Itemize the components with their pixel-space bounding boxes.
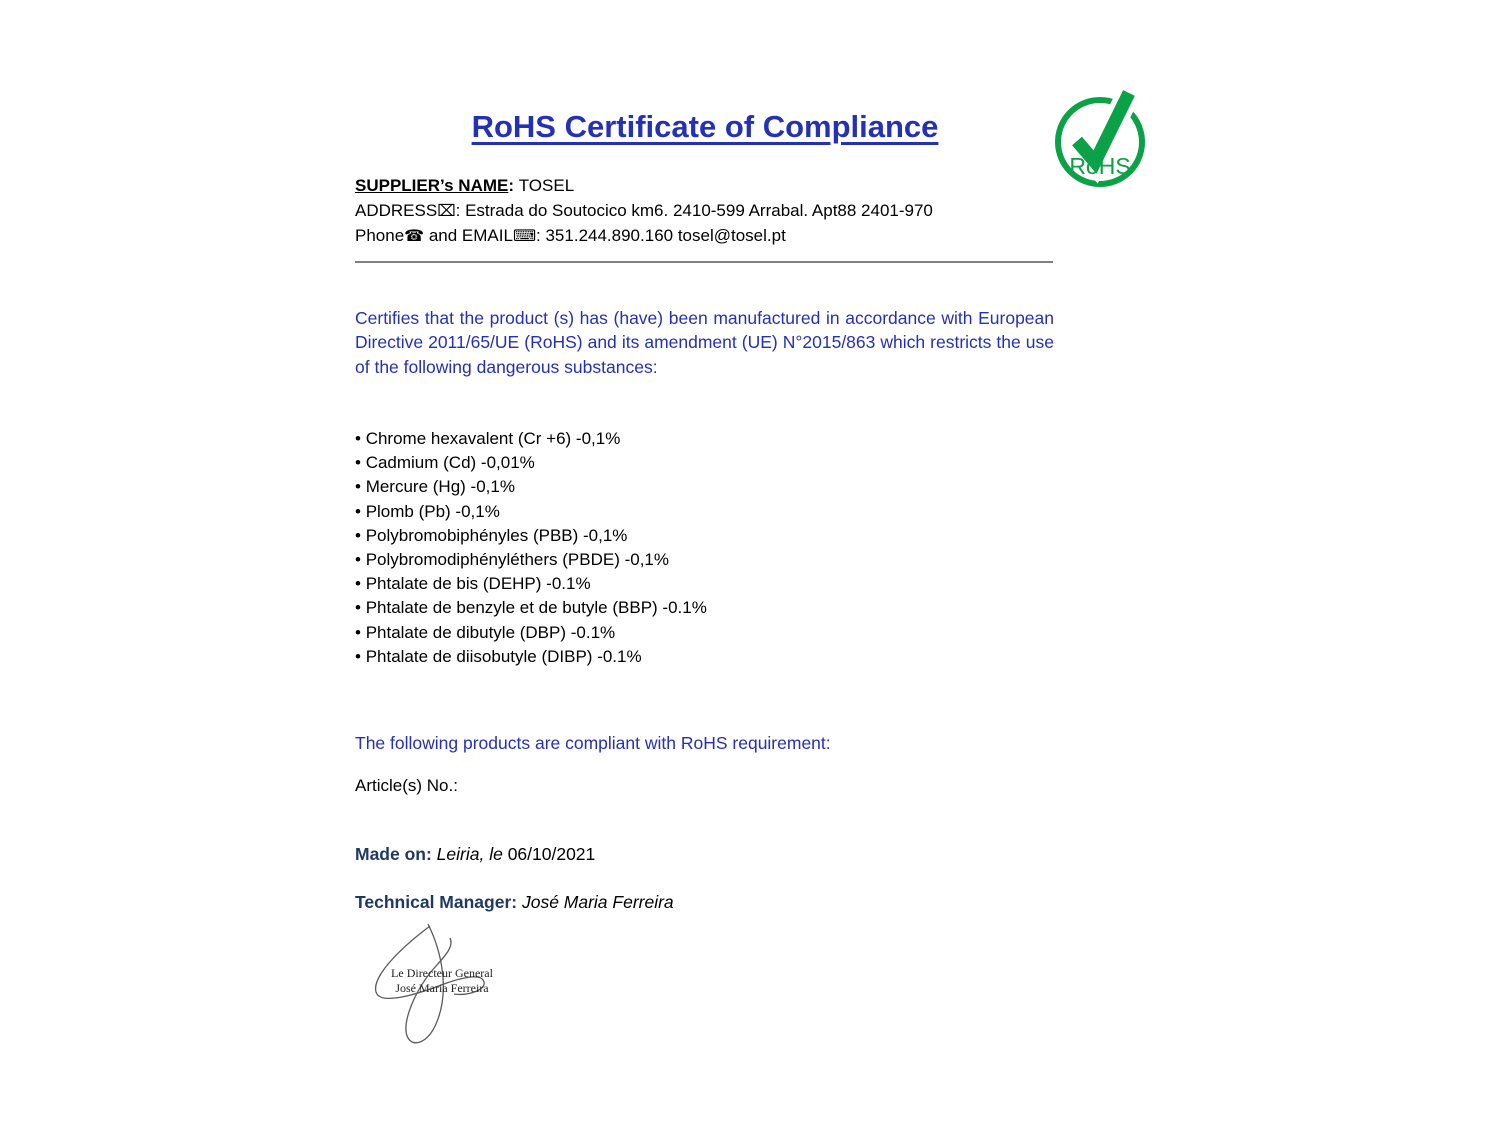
- address-value: : Estrada do Soutocico km6. 2410-599 Arrabal. Apt88 2401-970: [455, 200, 933, 220]
- articles-label: Article(s) No.:: [355, 776, 458, 795]
- certification-paragraph: Certifies that the product (s) has (have) been manufactured in accordance with European Directive 2011/65/UE (RoHS) and its amendment (UE) N°2015/863 which restricts the use of the following dangerous substances:: [355, 308, 1054, 377]
- technical-manager-label: Technical Manager:: [355, 892, 518, 912]
- substance-item: • Phtalate de dibutyle (DBP) -0.1%: [355, 621, 1055, 645]
- horizontal-divider: [355, 261, 1053, 263]
- rohs-logo-label: RoHS: [1069, 153, 1131, 179]
- compliance-statement: The following products are compliant with RoHS requirement:: [355, 733, 831, 753]
- signature-text-block: [372, 966, 512, 996]
- address-label: ADDRESS: [355, 200, 438, 220]
- substance-item: • Chrome hexavalent (Cr +6) -0,1%: [355, 427, 1055, 451]
- computer-icon: ⌨: [512, 228, 537, 245]
- made-on-date: 06/10/2021: [507, 844, 596, 864]
- page-title: RoHS Certificate of Compliance: [471, 108, 939, 144]
- phone-icon: ☎: [404, 228, 425, 245]
- supplier-name-label: SUPPLIER’s NAME: [355, 176, 509, 195]
- phone-label: Phone: [355, 226, 405, 245]
- made-on-place: Leiria, le: [431, 844, 508, 864]
- supplier-block: [355, 174, 1075, 250]
- supplier-contact-line: [355, 224, 1075, 250]
- substance-item: • Phtalate de benzyle et de butyle (BBP) -0.1%: [355, 596, 1055, 620]
- signature-line-2: José Maria Ferreira: [395, 981, 489, 995]
- supplier-name-value: TOSEL: [518, 176, 575, 195]
- substance-item: • Plomb (Pb) -0,1%: [355, 500, 1055, 524]
- substance-item: • Cadmium (Cd) -0,01%: [355, 451, 1055, 475]
- envelope-icon: ⌧: [437, 202, 456, 220]
- email-label: and EMAIL: [424, 226, 513, 245]
- substance-item: • Mercure (Hg) -0,1%: [355, 475, 1055, 499]
- made-on-label: Made on:: [355, 844, 432, 864]
- substance-item: • Polybromobiphényles (PBB) -0,1%: [355, 524, 1055, 548]
- signature-line-1: Le Directeur General: [391, 966, 493, 980]
- supplier-name-colon: :: [508, 176, 519, 195]
- technical-manager-line: [355, 892, 674, 913]
- supplier-name-line: [355, 174, 1075, 199]
- made-on-line: [355, 844, 595, 865]
- technical-manager-name: José Maria Ferreira: [517, 892, 674, 912]
- contact-value: : 351.244.890.160 tosel@tosel.pt: [536, 226, 786, 245]
- substance-item: • Phtalate de diisobutyle (DIBP) -0.1%: [355, 645, 1055, 669]
- substance-list: [355, 427, 1055, 669]
- supplier-address-line: [355, 199, 1075, 225]
- substance-item: • Polybromodiphényléthers (PBDE) -0,1%: [355, 548, 1055, 572]
- substance-item: • Phtalate de bis (DEHP) -0.1%: [355, 572, 1055, 596]
